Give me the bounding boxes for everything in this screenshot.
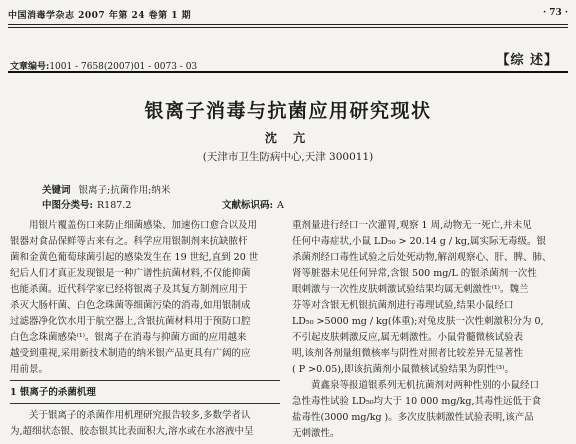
article-number-label: 文章编号: <box>10 62 50 72</box>
mechanism-paragraph: 关于银离子的杀菌作用机理研究报告较多,多数学者认 为,超细状态银、胶态银其比表面积大,溶水或在水溶液中呈 <box>10 410 254 437</box>
author-affiliation: (天津市卫生防病中心,天津 300011) <box>202 151 374 163</box>
section-heading: 1 银离子的杀菌机理 <box>10 387 96 398</box>
page-number: · 73 · <box>542 8 568 18</box>
article-title: 银离子消毒与抗菌应用研究现状 <box>144 100 432 122</box>
right-column <box>292 218 568 442</box>
classification-line <box>42 197 382 211</box>
journal-issue: 中国消毒学杂志 2007 年第 24 卷第 1 期 <box>8 11 192 21</box>
keywords-line <box>42 182 170 196</box>
keywords-value: 银离子;抗菌作用;纳米 <box>78 185 171 196</box>
section-rule <box>10 403 280 404</box>
clc-value: R187.2 <box>97 200 132 211</box>
author-name: 沈 亢 <box>264 131 312 145</box>
category-tag: 【综 述】 <box>496 53 558 68</box>
header-rule-top <box>8 24 568 25</box>
doc-code-label: 文献标识码: <box>222 200 274 211</box>
section-rule <box>10 380 280 381</box>
clc-label: 中图分类号: <box>42 200 94 211</box>
toxicity-paragraph: 重剂量进行经口一次灌胃,观察 1 周,动物无一死亡,并未见 任何中毒症状,小鼠 LD₅₀ > 20.14 g / kg,属实际无毒级。银 杀菌剂经口毒性试验之后处死动物,解剖观察心、肝、脾、肺、 肾等脏器未见任何异常,含银 500 mg/L 的银杀菌剂一次性 眼刺激与一次性皮肤刺激试验结果均属无刺激性⁽¹⁾。魏兰 芬等对含银无机银抗菌剂进行毒理试验,结果小鼠经口 LD₅₀ >5000 mg / kg(体重);对兔皮肤一次性刺激积分为 0, 不引起皮肤刺激反应,属无刺激性。小鼠骨髓微核试验表 明,该剂各剂量组微核率与阴性对照者比较差异无显著性 ( P >0.05),即该抗菌剂小鼠微核试验结果为阴性⁽³⁾。 <box>292 220 552 375</box>
article-number-value: 1001 - 7658(2007)01 - 0073 - 03 <box>49 62 198 72</box>
toxicity-paragraph-2: 黄鑫泉等报道银系列无机抗菌剂对两种性别的小鼠经口 急性毒性试验 LD₅₀均大于 10 000 mg/kg,其毒性远低于食 盐毒性(3000 mg/kg )。多次皮肤刺激性试验表明,该产品 无刺激性。 <box>292 380 541 439</box>
doc-code <box>222 197 284 211</box>
left-column <box>10 218 280 440</box>
intro-paragraph: 用银片覆盖伤口来防止细菌感染、加速伤口愈合以及用 银器对食品保鲜等古来有之。科学应用银制剂来抗缺脓杆 菌和金黄色葡萄球菌引起的感染发生在 19 世纪,直到 20 世 纪后人们才真正发现银是一种广谱性抗菌材料,不仅能抑菌 也能杀菌。近代科学家已经将银离子及其复方制剂应用于 杀灭大肠杆菌、白色念珠菌等细菌污染的消毒,如用银制成 过滤器净化饮水用于航空器上,含银抗菌材料用于预防口腔 白色念珠菌感染⁽¹⁾。银离子在消毒与抑菌方面的应用越来 越受到重视,采用新技术制造的纳米银产品更具有广阔的应 用前景。 <box>10 220 259 375</box>
running-header <box>8 8 568 22</box>
keywords-label: 关键词 <box>42 185 71 196</box>
header-rule-bottom <box>8 27 568 28</box>
section-divider <box>8 71 568 73</box>
doc-code-value: A <box>277 200 284 211</box>
